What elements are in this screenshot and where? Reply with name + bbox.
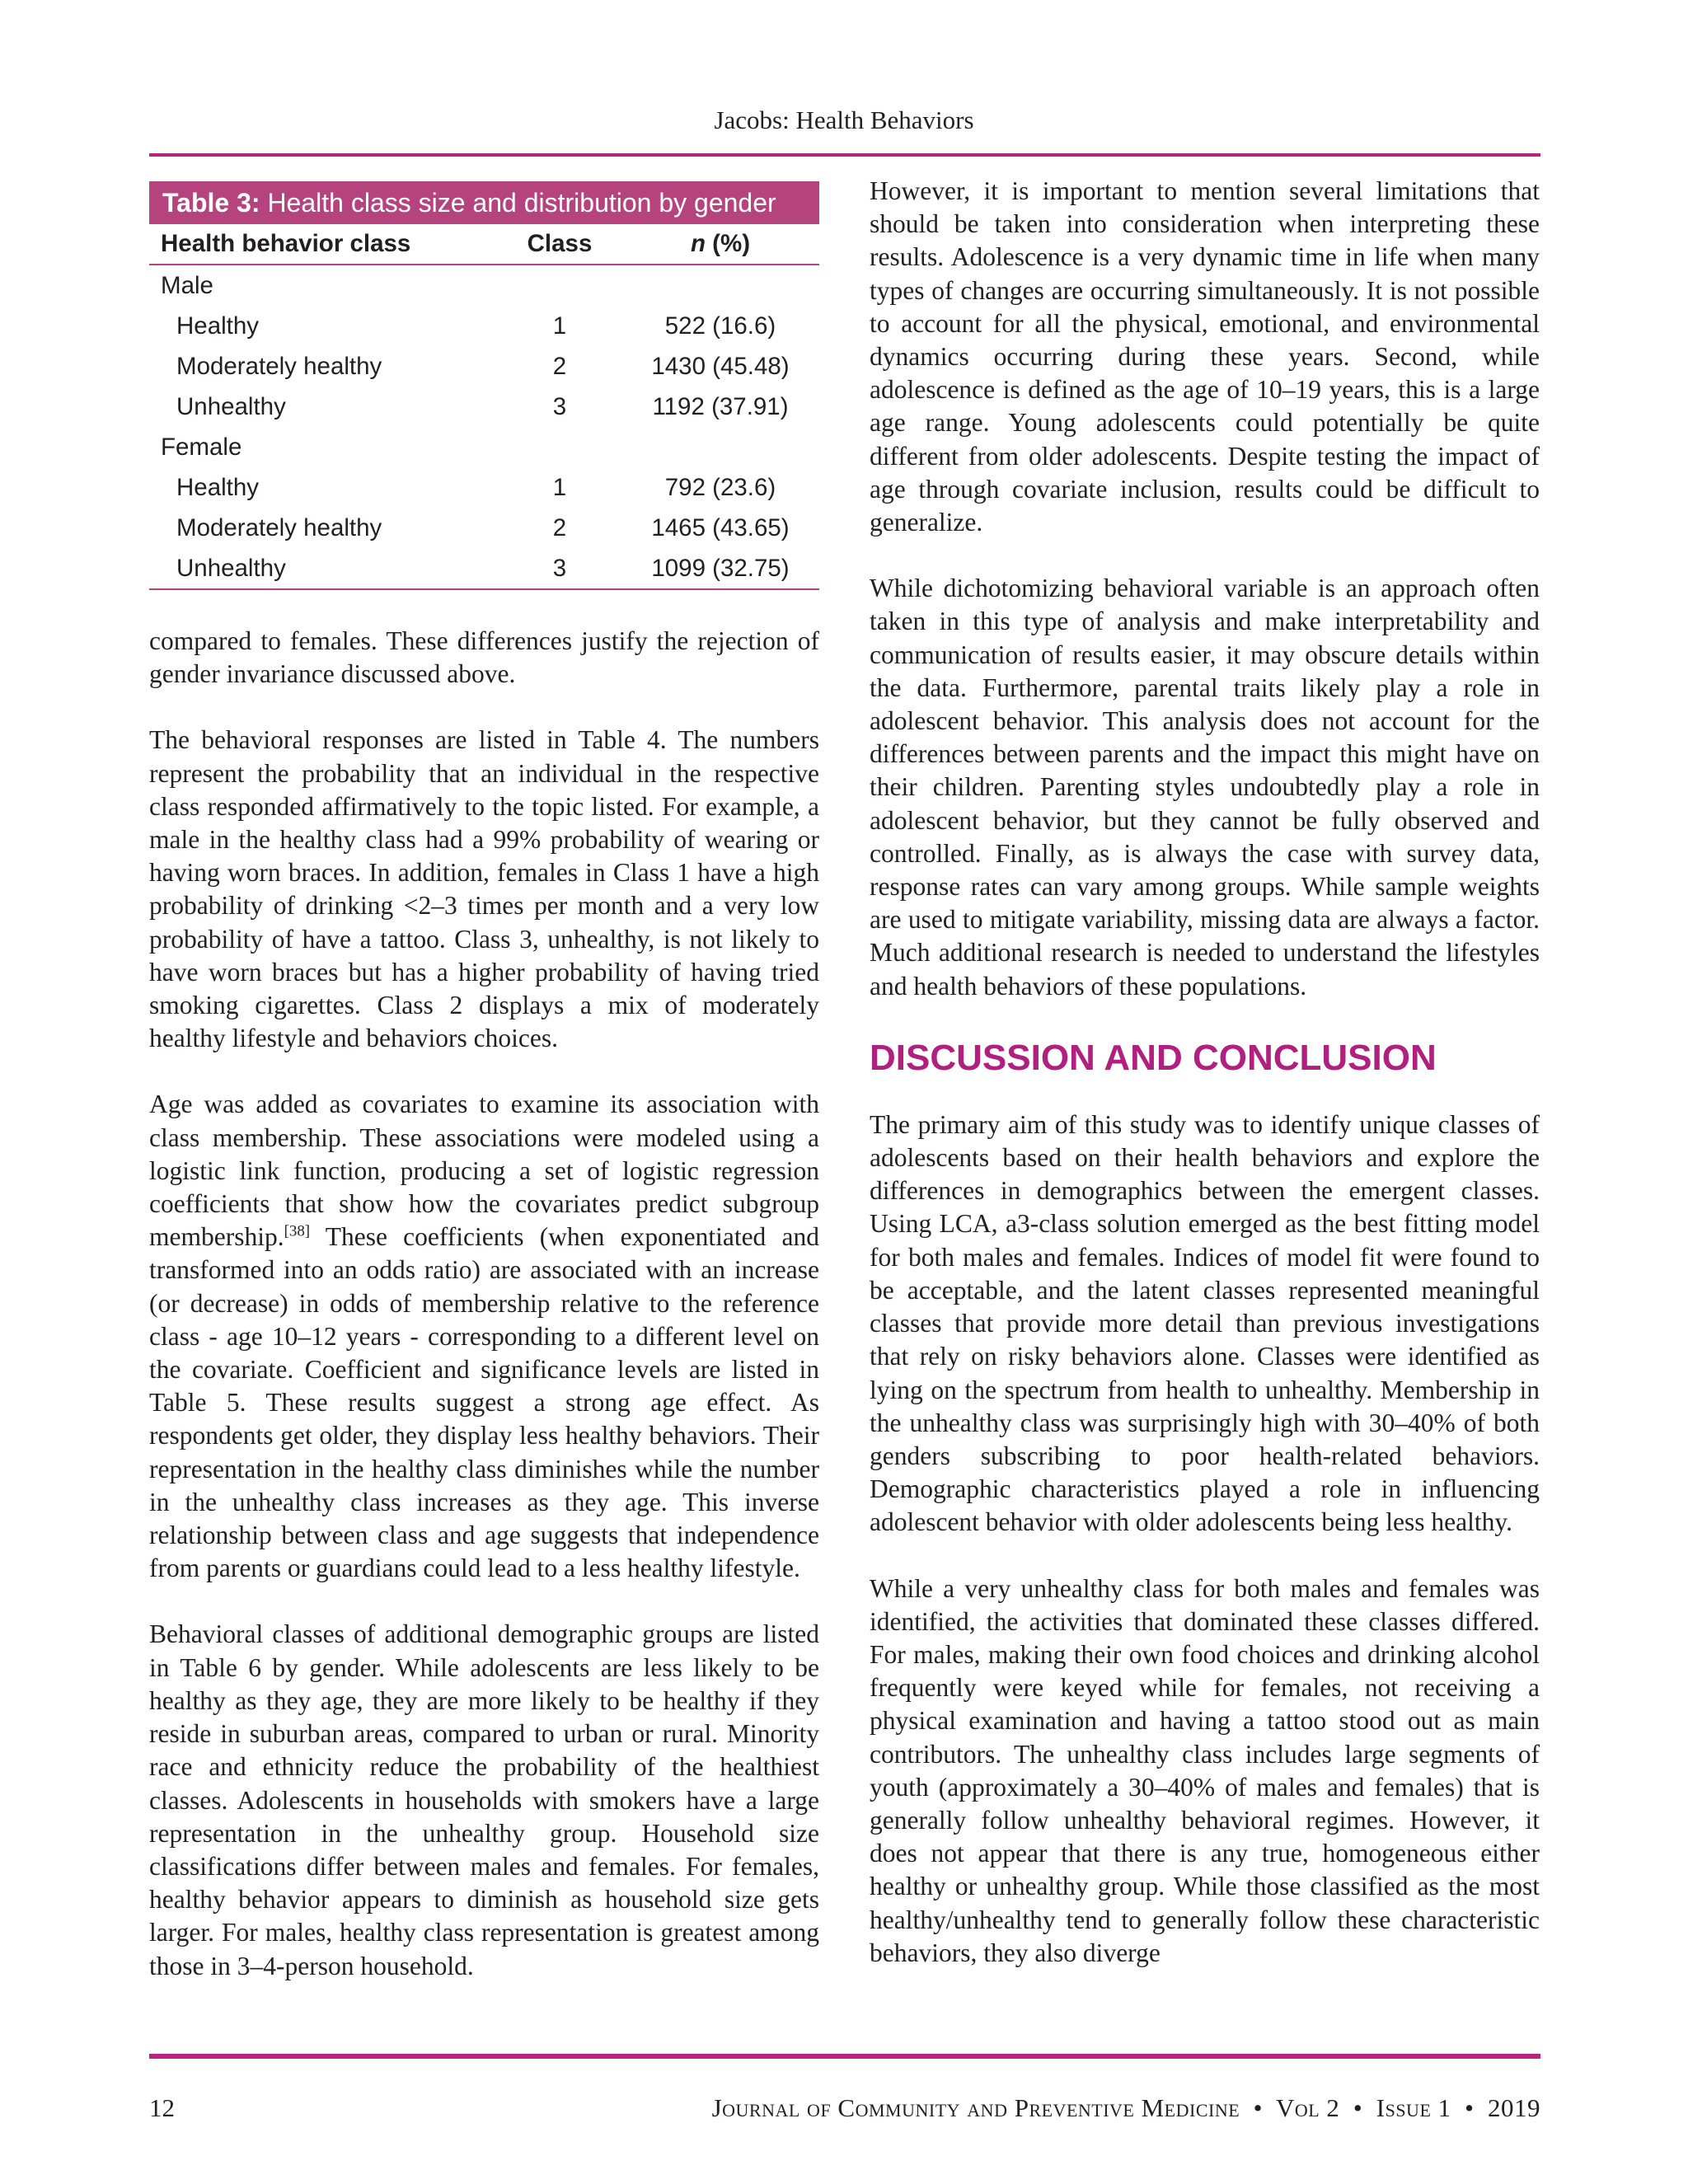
paragraph-text: These coefficients (when exponentiated and transformed into an odds ratio) are associated with an increase (or decrease) in odds of membership relative to the reference class - age 10–12 years - corresponding to a different level on the covariate. Coefficient and significance levels are listed in Table 5. These results suggest a strong age effect. As respondents get older, they display less healthy behaviors. Their representation in the healthy class diminishes while the number in the unhealthy class increases as they age. This inverse relationship between class and age suggests that independence from parents or guardians could lead to a less healthy lifestyle. — [149, 1222, 819, 1583]
citation-ref[interactable]: [38] — [284, 1222, 311, 1240]
n-symbol: n — [690, 230, 706, 257]
data-table — [149, 224, 819, 590]
table-row — [149, 548, 819, 589]
paragraph: Behavioral classes of additional demographic groups are listed in Table 6 by gender. While adolescents are less likely to be healthy as they age, they are more likely to be healthy if they reside in suburban areas, compared to urban or rural. Minority race and ethnicity reduce the probability of the healthiest classes. Adolescents in households with smokers have a large representation in the unhealthy group. Household size classifications differ between males and females. For females, healthy behavior appears to diminish as household size gets larger. For males, healthy class representation is greatest among those in 3–4-person household. — [149, 1619, 819, 1980]
paragraph: compared to females. These differences justify the rejection of gender invariance discussed above. — [149, 626, 819, 689]
group-label: Male — [161, 271, 213, 299]
table-row — [149, 306, 819, 346]
cell-n-percent: 1465 (43.65) — [651, 513, 790, 541]
cell-class-name: Moderately healthy — [176, 513, 382, 541]
group-label: Female — [161, 433, 242, 461]
table-caption-label: Table 3: — [162, 188, 260, 218]
cell-class-number: 3 — [498, 548, 621, 589]
cell-n-percent: 1099 (32.75) — [621, 548, 819, 589]
table-row — [149, 508, 819, 548]
table-row — [149, 346, 819, 387]
page-number: 12 — [149, 2093, 175, 2122]
cell-class-number: 2 — [552, 352, 567, 380]
table-caption-text: Health class size and distribution by gender — [260, 188, 776, 218]
right-column — [870, 175, 1540, 2003]
cell-class-name: Unhealthy — [149, 548, 498, 589]
table-header-row — [149, 224, 819, 265]
column-header-n — [621, 224, 819, 265]
cell-class-name: Moderately healthy — [176, 352, 382, 380]
paragraph: However, it is important to mention several limitations that should be taken into consideration when interpreting these results. Adolescence is a very dynamic time in life when many types of changes are occurring simultaneously. It is not possible to account for all the physical, emotional, and environmental dynamics occurring during these years. Second, while adolescence is defined as the age of 10–19 years, this is a large age range. Young adolescents could potentially be quite different from older adolescents. Despite testing the impact of age through covariate inclusion, results could be difficult to generalize. — [870, 176, 1540, 537]
cell-class-number: 2 — [552, 513, 567, 541]
section-heading: DISCUSSION AND CONCLUSION — [870, 1037, 1437, 1078]
cell-class-number: 1 — [552, 473, 567, 501]
table-row — [149, 387, 819, 427]
paragraph: The behavioral responses are listed in Table 4. The numbers represent the probability that an individual in the respective class responded affirmatively to the topic listed. For example, a male in the healthy class had a 99% probability of wearing or having worn braces. In addition, females in Class 1 have a high probability of drinking <2–3 times per month and a very low probability of have a tattoo. Class 3, unhealthy, is not likely to have worn braces but has a higher probability of having tried smoking cigarettes. Class 2 displays a mix of moderately healthy lifestyle and behaviors choices. — [149, 725, 819, 1053]
table-row — [149, 467, 819, 508]
cell-class-name: Healthy — [176, 312, 260, 340]
cell-n-percent: 522 (16.6) — [664, 312, 776, 340]
paragraph-text: Age was added as covariates to examine its association with class membership. These associations were modeled using a logistic link function, producing a set of logistic regression coefficients that show how the covariates predict subgroup membership. — [149, 1090, 819, 1252]
paragraph: While dichotomizing behavioral variable is an approach often taken in this type of analysis and make interpretability and communication of results easier, it may obscure details within the data. Furthermore, parental traits likely play a role in adolescent behavior. This analysis does not account for the differences between parents and the impact this might have on their children. Parenting styles undoubtedly play a role in adolescent behavior, but they cannot be fully observed and controlled. Finally, as is always the case with survey data, response rates can vary among groups. While sample weights are used to mitigate variability, missing data are always a factor. Much additional research is needed to understand the lifestyles and health behaviors of these populations. — [870, 574, 1540, 1001]
paragraph: The primary aim of this study was to identify unique classes of adolescents based on their health behaviors and explore the differences in demographics between the emergent classes. Using LCA, a3-class solution emerged as the best fitting model for both males and females. Indices of model fit were found to be acceptable, and the latent classes represented meaningful classes that provide more detail than previous investigations that rely on risky behaviors alone. Classes were identified as lying on the spectrum from health to unhealthy. Membership in the unhealthy class was surprisingly high with 30–40% of both genders subscribing to poor health-related behaviors. Demographic characteristics played a role in influencing adolescent behavior with older adolescents being less healthy. — [870, 1109, 1540, 1537]
table-group-row — [149, 427, 819, 467]
table-3 — [149, 181, 819, 590]
cell-class-number: 3 — [552, 392, 567, 420]
cell-class-number: 1 — [552, 312, 567, 340]
footer-rule — [149, 2054, 1540, 2059]
cell-n-percent: 1192 (37.91) — [652, 392, 789, 420]
paragraph — [149, 1088, 819, 1585]
cell-class-name: Healthy — [176, 473, 260, 501]
cell-class-name: Unhealthy — [176, 392, 286, 420]
table-group-row — [149, 265, 819, 306]
running-header: Jacobs: Health Behaviors — [714, 105, 974, 134]
cell-n-percent: 1430 (45.48) — [651, 352, 790, 380]
column-header-behavior-class: Health behavior class — [149, 224, 498, 265]
header-rule — [149, 153, 1540, 157]
table-caption — [149, 181, 819, 224]
journal-info: Journal of Community and Preventive Medicine • Vol 2 • Issue 1 • 2019 — [711, 2093, 1540, 2122]
percent-label: (%) — [705, 230, 751, 257]
left-column — [149, 625, 819, 2016]
column-header-class: Class — [498, 224, 621, 265]
paragraph: While a very unhealthy class for both males and females was identified, the activities that dominated these classes differed. For males, making their own food choices and drinking alcohol frequently were keyed while for females, not receiving a physical examination and having a tattoo stood out as main contributors. The unhealthy class includes large segments of youth (approximately a 30–40% of males and females) that is generally follow unhealthy behavioral regimes. However, it does not appear that there is any true, homogeneous either healthy or unhealthy group. While those classified as the most healthy/unhealthy tend to generally follow these characteristic behaviors, they also diverge — [870, 1573, 1540, 1967]
cell-n-percent: 792 (23.6) — [664, 473, 776, 501]
